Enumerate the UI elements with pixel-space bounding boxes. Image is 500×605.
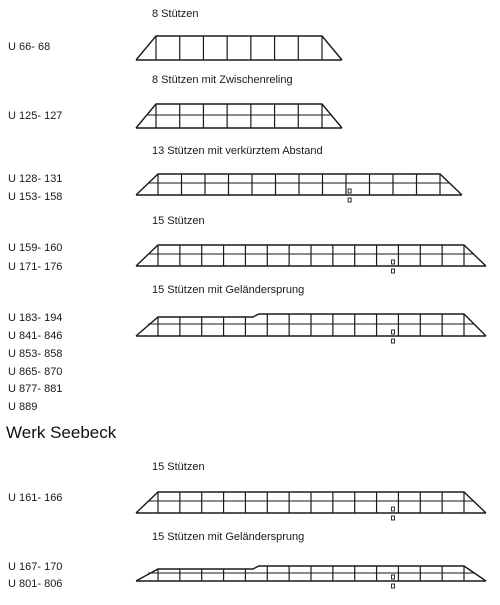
diagram-6-boat-1: U 161- 166 xyxy=(8,492,63,504)
diagram-2-caption: 8 Stützen mit Zwischenreling xyxy=(152,74,293,86)
diagram-3-hatch-mark xyxy=(348,189,351,193)
diagram-7-caption: 15 Stützen mit Geländersprung xyxy=(152,531,305,543)
diagram-2-boat-1: U 125- 127 xyxy=(8,110,63,122)
diagram-2-top-rail xyxy=(136,104,342,128)
diagram-4-caption: 15 Stützen xyxy=(152,215,205,227)
diagram-5-boat-3: U 853- 858 xyxy=(8,348,63,360)
diagram-3-hatch-mark xyxy=(348,198,351,202)
diagram-4-boat-1: U 159- 160 xyxy=(8,242,63,254)
diagram-5-hatch-mark xyxy=(392,339,395,343)
diagram-7-hatch-mark xyxy=(392,575,395,579)
diagram-5-boat-4: U 865- 870 xyxy=(8,366,63,378)
diagram-4-boat-2: U 171- 176 xyxy=(8,261,63,273)
diagram-4-hatch-mark xyxy=(392,260,395,264)
diagram-6-hatch-mark xyxy=(392,516,395,520)
diagram-6-hatch-mark xyxy=(392,507,395,511)
diagram-3-caption: 13 Stützen mit verkürztem Abstand xyxy=(152,145,323,157)
diagram-7-boat-1: U 167- 170 xyxy=(8,561,63,573)
diagram-5-boat-2: U 841- 846 xyxy=(8,330,63,342)
diagram-3-boat-2: U 153- 158 xyxy=(8,191,63,203)
diagram-1-caption: 8 Stützen xyxy=(152,8,199,20)
diagram-5-boat-6: U 889 xyxy=(8,401,38,413)
diagram-1-top-rail xyxy=(136,36,342,60)
diagram-6-caption: 15 Stützen xyxy=(152,461,205,473)
diagram-7-hatch-mark xyxy=(392,584,395,588)
diagram-4-hatch-mark xyxy=(392,269,395,273)
diagram-5-hatch-mark xyxy=(392,330,395,334)
diagram-3-boat-1: U 128- 131 xyxy=(8,173,63,185)
diagram-5-boat-5: U 877- 881 xyxy=(8,383,63,395)
diagram-7-boat-2: U 801- 806 xyxy=(8,578,63,590)
section-heading: Werk Seebeck xyxy=(6,423,117,442)
diagram-5-caption: 15 Stützen mit Geländersprung xyxy=(152,284,305,296)
diagram-5-boat-1: U 183- 194 xyxy=(8,312,63,324)
diagram-1-boat-1: U 66- 68 xyxy=(8,41,51,53)
